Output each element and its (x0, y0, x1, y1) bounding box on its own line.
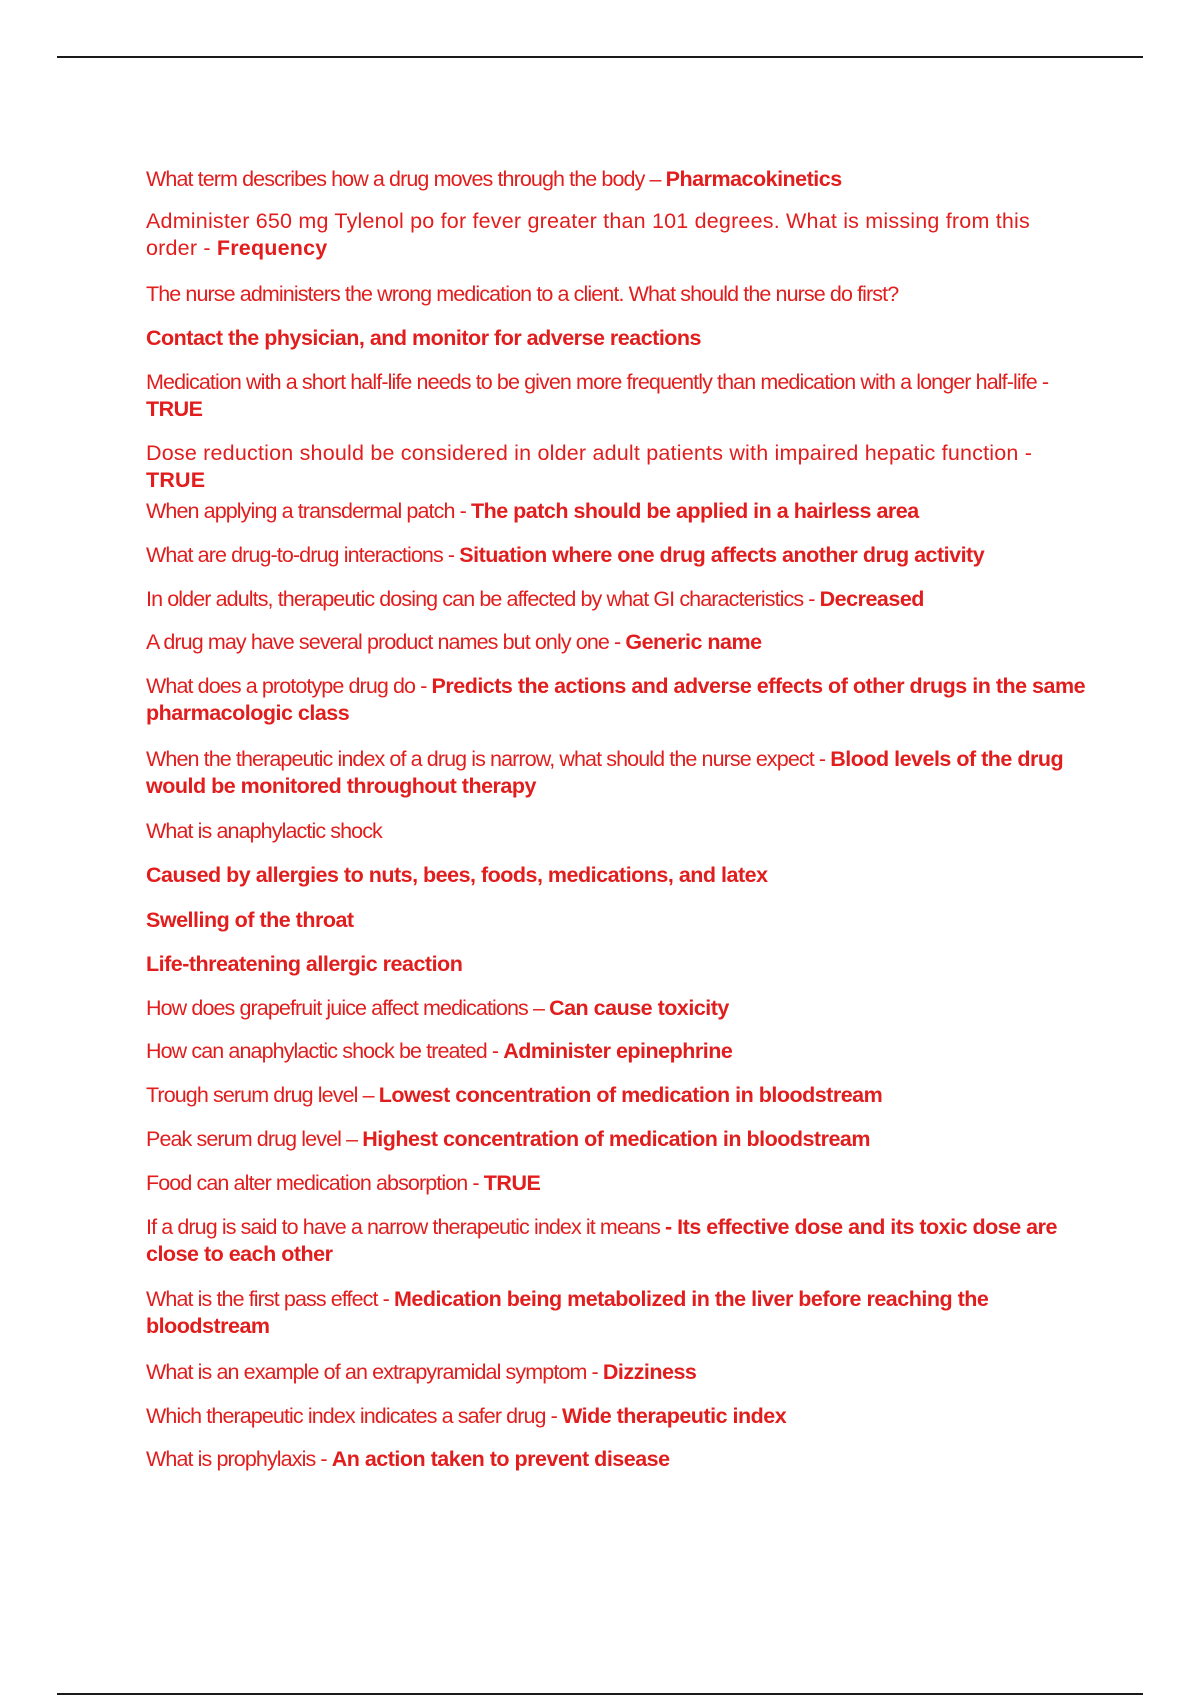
question-text: What is an example of an extrapyramidal symptom - (146, 1359, 603, 1384)
qa-entry (146, 1170, 1086, 1198)
qa-entry (146, 1446, 1086, 1474)
qa-entry (146, 325, 1086, 353)
answer-text: Lowest concentration of medication in bloodstream (378, 1082, 883, 1107)
question-text: In older adults, therapeutic dosing can be affected by what GI characteristics - (146, 586, 820, 611)
qa-entry (146, 1082, 1086, 1110)
qa-entry (146, 995, 1086, 1023)
answer-text: Highest concentration of medication in bloodstream (362, 1126, 870, 1151)
question-text: Food can alter medication absorption - (146, 1170, 484, 1195)
qa-entry (146, 818, 1086, 846)
question-text: Peak serum drug level – (146, 1126, 363, 1151)
question-text: What are drug-to-drug interactions - (146, 542, 460, 567)
answer-text: - Its effective dose and its toxic dose are close to each other (146, 1214, 1057, 1266)
qa-entry (146, 1038, 1086, 1066)
answer-text: Contact the physician, and monitor for adverse reactions (146, 325, 702, 350)
question-text: What is prophylaxis - (146, 1446, 332, 1471)
question-text: When the therapeutic index of a drug is narrow, what should the nurse expect - (146, 746, 831, 771)
footer-rule (57, 1693, 1143, 1695)
qa-entry (146, 1403, 1086, 1431)
question-text: When applying a transdermal patch - (146, 498, 471, 523)
qa-entry (146, 951, 1086, 979)
question-text: What does a prototype drug do - (146, 673, 432, 698)
answer-text: Situation where one drug affects another drug activity (459, 542, 985, 567)
question-text: What term describes how a drug moves through the body – (146, 166, 666, 191)
question-text: What is the first pass effect - (146, 1286, 395, 1311)
answer-text: Medication being metabolized in the liver before reaching the bloodstream (146, 1286, 989, 1338)
answer-text: Dizziness (602, 1359, 697, 1384)
question-text: The nurse administers the wrong medication to a client. What should the nurse do first? (146, 281, 899, 306)
qa-entry (146, 1126, 1086, 1154)
answer-text: TRUE (146, 397, 203, 421)
qa-entry (146, 862, 1086, 890)
answer-text: Frequency (216, 235, 328, 260)
question-text: Administer 650 mg Tylenol po for fever greater than 101 degrees. What is missing from this order - (146, 208, 1030, 260)
answer-text: Decreased (819, 586, 924, 611)
question-text: If a drug is said to have a narrow therapeutic index it means (146, 1214, 666, 1239)
qa-entry (146, 1286, 1086, 1341)
answer-text: Administer epinephrine (503, 1038, 733, 1063)
answer-text: The patch should be applied in a hairless area (470, 498, 919, 523)
qa-entry (146, 208, 1086, 262)
qa-entry (146, 440, 1086, 494)
qa-entry (146, 746, 1086, 801)
answer-text: Wide therapeutic index (562, 1403, 787, 1428)
qa-entry (146, 166, 1086, 194)
answer-text: Blood levels of the drug would be monitored throughout therapy (146, 746, 1064, 798)
question-text: Medication with a short half-life needs to be given more frequently than medication with a longer half-life - (146, 369, 1049, 394)
answer-text: An action taken to prevent disease (331, 1446, 670, 1471)
qa-entry (146, 673, 1086, 728)
answer-text: Caused by allergies to nuts, bees, foods, medications, and latex (146, 862, 768, 887)
answer-text: Generic name (625, 629, 762, 654)
answer-text: Can cause toxicity (549, 995, 729, 1020)
question-text: Trough serum drug level – (146, 1082, 379, 1107)
answer-text: TRUE (483, 1170, 541, 1195)
answer-text: Swelling of the throat (146, 907, 354, 932)
answer-text: Pharmacokinetics (665, 166, 842, 191)
question-text: What is anaphylactic shock (146, 818, 382, 843)
qa-entry (146, 498, 1086, 526)
question-text: How can anaphylactic shock be treated - (146, 1038, 504, 1063)
answer-text: TRUE (146, 467, 206, 492)
qa-entry (146, 586, 1086, 614)
qa-entry (146, 907, 1086, 935)
header-rule (57, 56, 1143, 58)
qa-entry (146, 1214, 1086, 1269)
question-text: A drug may have several product names but only one - (146, 629, 626, 654)
qa-entry (146, 629, 1086, 657)
qa-entry (146, 542, 1086, 570)
qa-entry (146, 1359, 1086, 1387)
qa-entry (146, 369, 1086, 424)
question-text: Dose reduction should be considered in older adult patients with impaired hepatic function - (146, 440, 1033, 465)
answer-text: Predicts the actions and adverse effects of other drugs in the same pharmacologic class (146, 673, 1086, 725)
answer-text: Life-threatening allergic reaction (146, 951, 463, 976)
question-text: Which therapeutic index indicates a safer drug - (146, 1403, 562, 1428)
question-text: How does grapefruit juice affect medications – (146, 995, 550, 1020)
qa-entry (146, 281, 1086, 309)
